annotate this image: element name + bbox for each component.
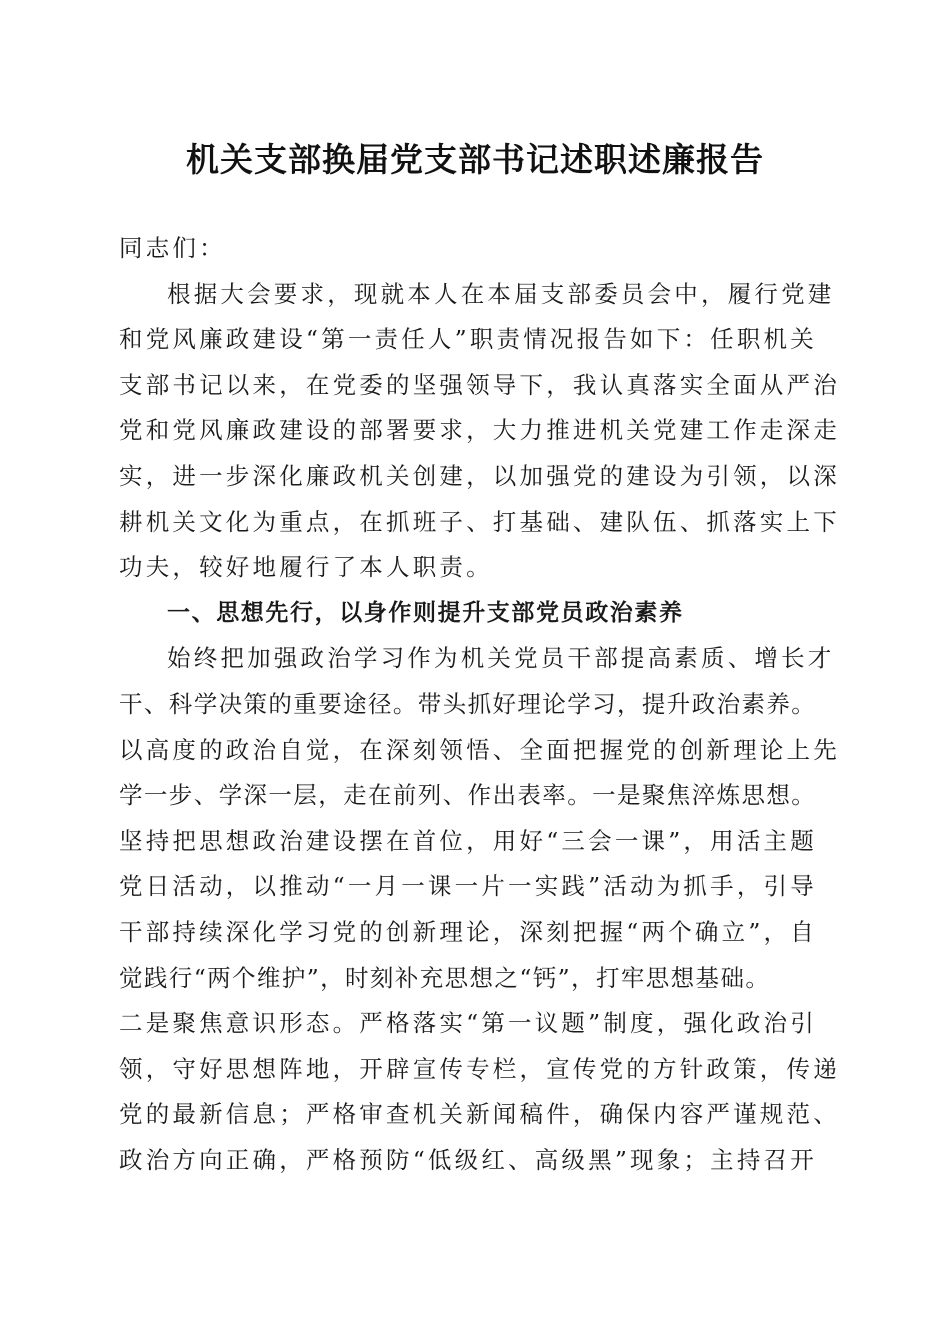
paragraph-line: 坚持把思想政治建设摆在首位，用好“三会一课”，用活主题 xyxy=(119,826,817,855)
section-heading: 一、思想先行，以身作则提升支部党员政治素养 xyxy=(167,599,684,626)
paragraph-line: 以高度的政治自觉，在深刻领悟、全面把握党的创新理论上先 xyxy=(119,735,840,764)
paragraph-line: 支部书记以来，在党委的坚强领导下，我认真落实全面从严治 xyxy=(119,370,840,399)
paragraph-line: 始终把加强政治学习作为机关党员干部提高素质、增长才 xyxy=(167,644,835,673)
paragraph-line: 学一步、学深一层，走在前列、作出表率。一是聚焦淬炼思想。 xyxy=(119,781,817,810)
paragraph-line: 实，进一步深化廉政机关创建，以加强党的建设为引领，以深 xyxy=(119,461,840,490)
paragraph-line: 和党风廉政建设“第一责任人”职责情况报告如下：任职机关 xyxy=(119,325,817,354)
paragraph-line: 功夫，较好地履行了本人职责。 xyxy=(119,553,493,582)
paragraph-line: 觉践行“两个维护”，时刻补充思想之“钙”，打牢思想基础。 xyxy=(119,963,771,992)
paragraph-line: 干、科学决策的重要途径。带头抓好理论学习，提升政治素养。 xyxy=(119,689,817,718)
paragraph-line: 党日活动，以推动“一月一课一片一实践”活动为抓手，引导 xyxy=(119,872,817,901)
paragraph-line: 二是聚焦意识形态。严格落实“第一议题”制度，强化政治引 xyxy=(119,1009,817,1038)
salutation: 同志们： xyxy=(119,234,226,262)
paragraph-line: 耕机关文化为重点，在抓班子、打基础、建队伍、抓落实上下 xyxy=(119,507,840,536)
document-body xyxy=(119,226,839,1183)
paragraph-line: 干部持续深化学习党的创新理论，深刻把握“两个确立”，自 xyxy=(119,917,817,946)
paragraph-line: 根据大会要求，现就本人在本届支部委员会中，履行党建 xyxy=(167,279,835,308)
paragraph-line: 政治方向正确，严格预防“低级红、高级黑”现象；主持召开 xyxy=(119,1145,817,1174)
document-title: 机关支部换届党支部书记述职述廉报告 xyxy=(186,140,764,179)
paragraph-line: 党的最新信息；严格审查机关新闻稿件，确保内容严谨规范、 xyxy=(119,1100,840,1129)
paragraph-line: 领，守好思想阵地，开辟宣传专栏，宣传党的方针政策，传递 xyxy=(119,1054,840,1083)
paragraph-line: 党和党风廉政建设的部署要求，大力推进机关党建工作走深走 xyxy=(119,416,840,445)
